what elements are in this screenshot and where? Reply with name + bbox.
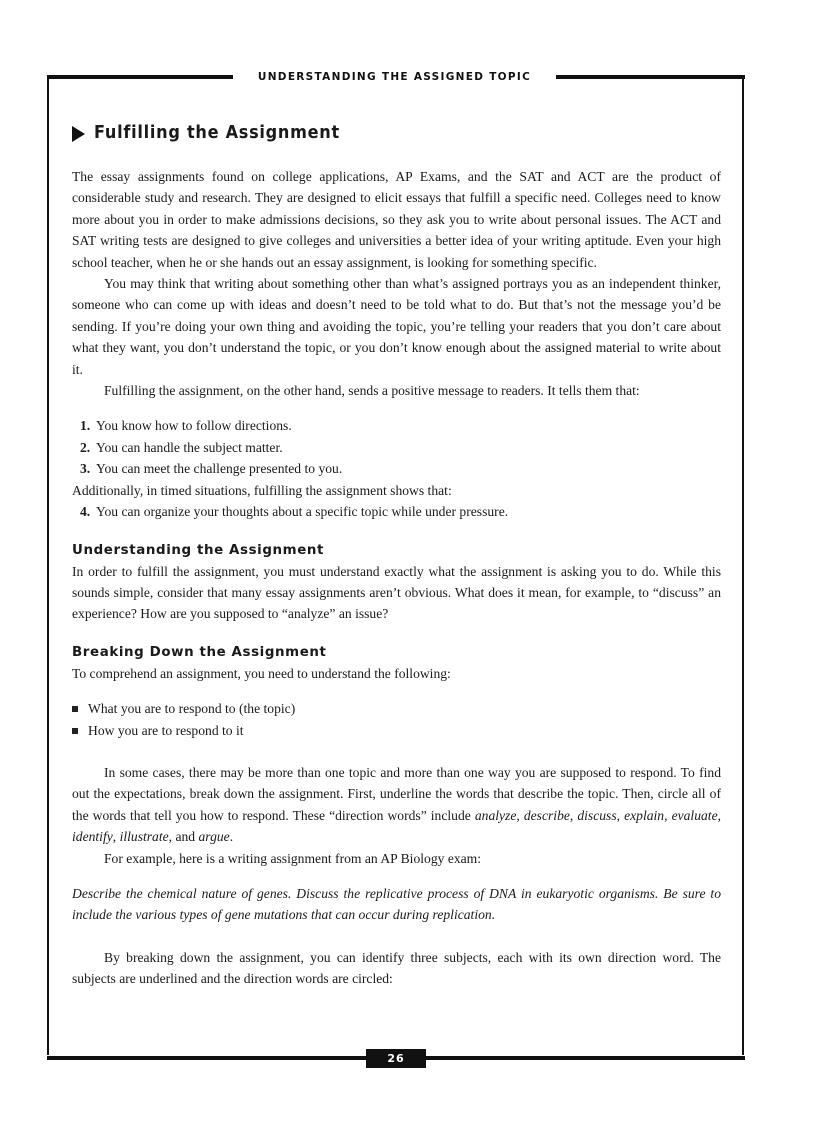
running-header: UNDERSTANDING THE ASSIGNED TOPIC [257, 71, 532, 83]
example-assignment: Describe the chemical nature of genes. Discuss the replicative process of DNA in eukaryotic organisms. Be sure to include the various types of gene mutations that can occur during replication. [72, 885, 721, 923]
list-text: You can meet the challenge presented to you. [96, 461, 343, 477]
section-title [72, 119, 721, 149]
additional-line: Additionally, in timed situations, fulfilling the assignment shows that: [72, 482, 452, 498]
section-heading: Fulfilling the Assignment [94, 123, 340, 144]
bullet-text: What you are to respond to (the topic) [88, 701, 296, 717]
square-bullet-icon [72, 728, 78, 734]
intro-paragraph: The essay assignments found on college applications, AP Exams, and the SAT and ACT are the product of considerable study and research. They are designed to elicit essays that fulfill a specific need. Colleges need to know more about you in order to make admissions decisions, so they ask you to write about personal issues. The ACT and SAT writing tests are designed to give colleges and universities a better idea of your writing aptitude. Even your high school teacher, when he or she hands out an essay assignment, is looking for something specific. [72, 169, 721, 270]
direction-word: argue [198, 829, 230, 845]
direction-word: identify [72, 829, 113, 845]
subheading-breaking-down: Breaking Down the Assignment [72, 644, 327, 660]
list-item [72, 458, 721, 479]
direction-word: discuss [577, 807, 617, 823]
list-text: You can handle the subject matter. [96, 439, 283, 455]
play-triangle-icon [72, 126, 85, 142]
list-text: You know how to follow directions. [96, 418, 292, 434]
direction-word: describe [523, 807, 570, 823]
direction-word: illustrate [119, 829, 169, 845]
list-number: 3. [80, 461, 91, 477]
direction-word: evaluate [671, 807, 718, 823]
direction-word: explain [624, 807, 665, 823]
paragraph-text: In some cases, there may be more than one topic and more than one way you are supposed to respond. To find out the expectations, break down the assignment. First, underline the words that describe the topic. Then, circle all of the words that tell you how to respond. These “direction words” include [72, 764, 721, 823]
list-number: 1. [80, 418, 91, 434]
bullet-text: How you are to respond to it [88, 722, 244, 738]
list-item [72, 720, 721, 741]
breaking-down-paragraph: To comprehend an assignment, you need to understand the following: [72, 665, 451, 681]
paragraph-3: Fulfilling the assignment, on the other hand, sends a positive message to readers. It tells them that: [104, 383, 640, 399]
list-text: You can organize your thoughts about a specific topic while under pressure. [96, 504, 509, 520]
understanding-paragraph: In order to fulfill the assignment, you must understand exactly what the assignment is asking you to do. While this sounds simple, consider that many essay assignments aren’t obvious. What does it mean, for example, to “discuss” an experience? How are you supposed to “analyze” an issue? [72, 563, 721, 622]
list-item [72, 437, 721, 458]
direction-word: analyze [474, 807, 517, 823]
page-content [72, 119, 721, 990]
numbered-list-continued [72, 501, 721, 522]
bullet-list [72, 698, 721, 741]
list-item [72, 698, 721, 719]
example-intro-paragraph: For example, here is a writing assignment from an AP Biology exam: [104, 850, 482, 866]
page-number: 26 [366, 1049, 426, 1068]
direction-words-paragraph: In some cases, there may be more than one topic and more than one way you are supposed to respond. To find out the expectations, break down the assignment. First, underline the words that describe the topic. Then, circle all of the words that tell you how to respond. These “direction words” include analyze, describe, discuss, explain, evaluate, identify, illustrate, and argue. [72, 764, 722, 845]
numbered-list [72, 415, 721, 479]
square-bullet-icon [72, 706, 78, 712]
list-item [72, 415, 721, 436]
list-number: 4. [80, 504, 91, 520]
footer-rule-left [47, 1056, 366, 1060]
closing-paragraph: By breaking down the assignment, you can identify three subjects, each with its own direction word. The subjects are underlined and the direction words are circled: [72, 949, 721, 987]
list-number: 2. [80, 439, 91, 455]
footer-rule-right [426, 1056, 745, 1060]
subheading-understanding: Understanding the Assignment [72, 542, 325, 558]
paragraph-2: You may think that writing about something other than what’s assigned portrays you as an independent thinker, someone who can come up with ideas and doesn’t need to be told what to do. But that’s not the message you’d be sending. If you’re doing your own thing and avoiding the topic, you’re telling your readers that you don’t care about what they want, you don’t understand the topic, or you don’t know enough about the assigned material to write about it. [72, 276, 721, 377]
list-item [72, 501, 721, 522]
